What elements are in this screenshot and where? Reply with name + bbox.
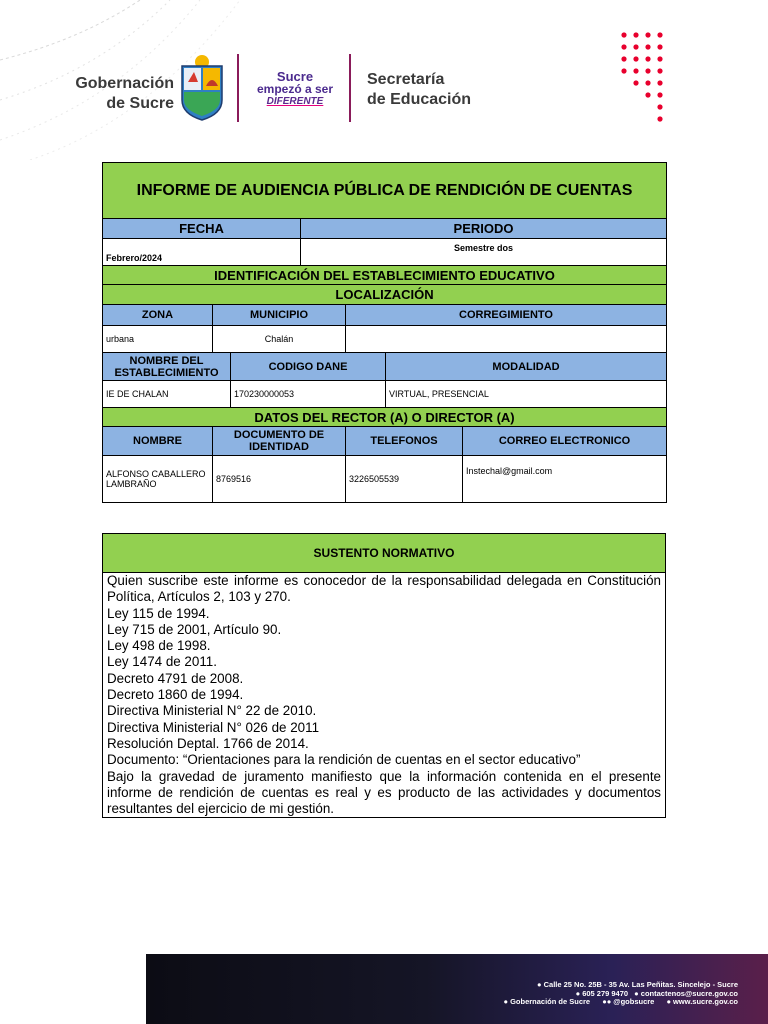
sustento-normativo-table: [102, 533, 666, 818]
secretaria-educacion-text: [367, 70, 471, 110]
periodo-value: Semestre dos: [301, 239, 667, 266]
sustento-line: Ley 498 de 1998.: [107, 638, 211, 654]
footer-web: www.sucre.gov.co: [672, 997, 738, 1006]
footer-address: [537, 980, 738, 989]
sustento-line: Ley 115 de 1994.: [107, 605, 210, 621]
nombre-header: NOMBRE: [103, 427, 213, 456]
footer-social-handle: @gobsucre: [613, 997, 655, 1006]
zona-header: ZONA: [103, 305, 213, 326]
slogan-line1: Sucre: [276, 69, 314, 84]
sustento-line: Directiva Ministerial N° 22 de 2010.: [107, 703, 317, 719]
phone-icon: ●: [575, 989, 581, 998]
sustento-header: SUSTENTO NORMATIVO: [103, 534, 666, 573]
documento-value: 8769516: [213, 456, 346, 503]
codigo-dane-header: CODIGO DANE: [231, 353, 386, 381]
footer-email: contactenos@sucre.gov.co: [640, 989, 738, 998]
location-pin-icon: ●: [536, 980, 542, 989]
corregimiento-header: CORREGIMIENTO: [346, 305, 667, 326]
codigo-dane-value: 170230000053: [231, 381, 386, 408]
informe-table: [102, 162, 667, 503]
sustento-body: [103, 573, 666, 818]
correo-header: CORREO ELECTRONICO: [463, 427, 667, 456]
sustento-line: Decreto 4791 de 2008.: [107, 670, 244, 686]
sustento-line: Resolución Deptal. 1766 de 2014.: [107, 735, 309, 751]
web-icon: ●: [666, 997, 671, 1006]
nombre-establecimiento-value: IE DE CHALAN: [103, 381, 231, 408]
nombre-value: ALFONSO CABALLERO LAMBRAÑO: [103, 456, 213, 503]
periodo-header: PERIODO: [301, 219, 667, 239]
sucre-slogan-logo: [250, 70, 340, 108]
telefonos-value: 3226505539: [346, 456, 463, 503]
gobernacion-line1: Gobernación: [75, 75, 174, 92]
corregimiento-value: [346, 326, 667, 353]
facebook-icon: ●: [503, 997, 509, 1006]
secretaria-line2: de Educación: [367, 91, 472, 108]
nombre-establecimiento-header: NOMBRE DEL ESTABLECIMIENTO: [103, 353, 231, 381]
footer-facebook: Gobernación de Sucre: [510, 997, 591, 1006]
sustento-line: Documento: “Orientaciones para la rendición de cuentas en el sector educativo”: [107, 752, 581, 768]
documento-header: DOCUMENTO DE IDENTIDAD: [213, 427, 346, 456]
sustento-line: Decreto 1860 de 1994.: [107, 687, 244, 703]
rector-header: DATOS DEL RECTOR (A) O DIRECTOR (A): [103, 408, 667, 427]
header-divider-1: [237, 54, 239, 122]
gobernacion-logo-text: [62, 74, 174, 114]
sustento-intro: Quien suscribe este informe es conocedor de la responsabilidad delegada en Constitución Política, Artículos 2, 103 y 270.: [107, 573, 661, 605]
gobernacion-line2: de Sucre: [106, 95, 174, 112]
zona-value: urbana: [103, 326, 213, 353]
footer-banner: [146, 954, 768, 1024]
municipio-header: MUNICIPIO: [213, 305, 346, 326]
footer-phone: 605 279 9470: [582, 989, 629, 998]
slogan-line2: empezó a ser: [256, 82, 334, 96]
modalidad-header: MODALIDAD: [386, 353, 667, 381]
sucre-coat-of-arms-icon: [178, 52, 226, 122]
footer-social: [494, 997, 738, 1006]
fecha-header: FECHA: [103, 219, 301, 239]
sustento-closing: Bajo la gravedad de juramento manifiesto que la información contenida en el presente informe de rendición de cuentas es real y es producto de las actividades y documentos resultantes del ejercicio de mi gestión.: [107, 768, 661, 817]
instagram-twitter-icon: ●●: [602, 997, 612, 1006]
fecha-value: Febrero/2024: [103, 239, 301, 266]
correo-value: Instechal@gmail.com: [463, 456, 667, 503]
email-icon: ●: [634, 989, 639, 998]
localizacion-header: LOCALIZACIÓN: [103, 285, 667, 305]
secretaria-line1: Secretaría: [367, 71, 445, 88]
footer-address-text: Calle 25 No. 25B - 35 Av. Las Peñitas. Sincelejo - Sucre: [543, 980, 738, 989]
sustento-line: Ley 715 de 2001, Artículo 90.: [107, 621, 282, 637]
modalidad-value: VIRTUAL, PRESENCIAL: [386, 381, 667, 408]
municipio-value: Chalán: [213, 326, 346, 353]
sustento-line: Ley 1474 de 2011.: [107, 654, 217, 670]
identificacion-header: IDENTIFICACIÓN DEL ESTABLECIMIENTO EDUCATIVO: [103, 266, 667, 285]
slogan-line3: DIFERENTE: [266, 96, 324, 107]
report-title: INFORME DE AUDIENCIA PÚBLICA DE RENDICIÓN DE CUENTAS: [103, 163, 667, 219]
red-dots-pattern-icon: [618, 30, 678, 130]
telefonos-header: TELEFONOS: [346, 427, 463, 456]
sustento-line: Directiva Ministerial N° 026 de 2011: [107, 719, 320, 735]
header-divider-2: [349, 54, 351, 122]
